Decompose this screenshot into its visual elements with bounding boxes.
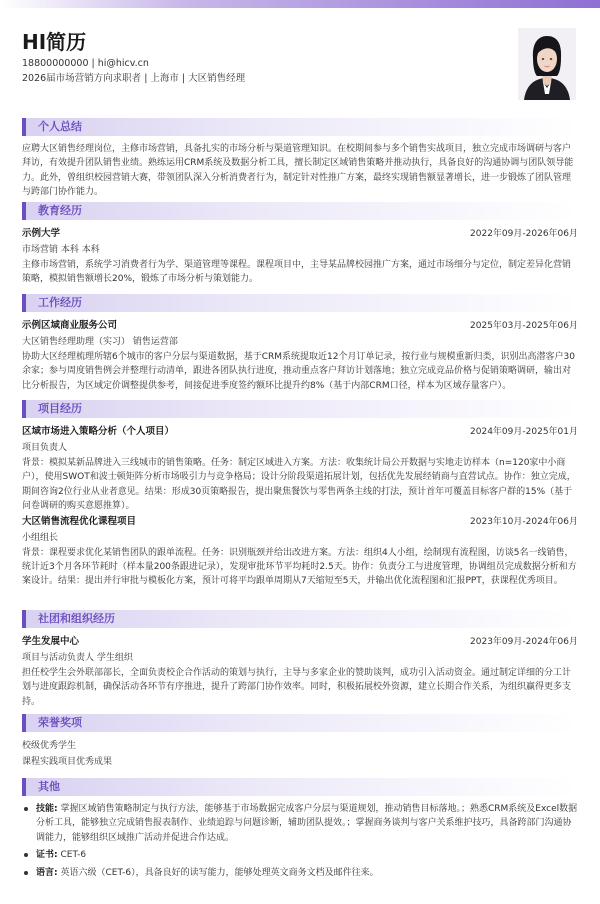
work-section [22,294,578,393]
section-header [22,714,578,732]
company-name: 示例区域商业服务公司 [22,320,118,331]
project-name: 区域市场进入策略分析（个人项目） [22,426,175,437]
job-intent: 2026届市场营销方向求职者 | 上海市 | 大区销售经理 [22,73,246,84]
award-item: 课程实践项目优秀成果 [22,757,113,767]
org-name: 学生发展中心 [22,636,80,647]
project-name: 大区销售流程优化课程项目 [22,515,137,527]
profile-photo [518,28,576,100]
project-item [22,514,578,589]
work-role: 大区销售经理助理（实习） 销售运营部 [22,337,178,347]
projects-section [22,400,578,589]
section-header [22,400,578,418]
work-date: 2025年03月-2025年06月 [470,321,578,331]
section-title: 社团和组织经历 [38,612,115,625]
list-item [22,848,578,862]
education-desc: 主修市场营销，系统学习消费者行为学、渠道管理等课程。课程项目中，主导某品牌校园推广方案，通过市场细分与定位，制定差异化营销策略，模拟销售额增长20%，锻炼了市场分析与策划能力。 [22,260,572,285]
summary-text: 应聘大区销售经理岗位，主修市场营销，具备扎实的市场分析与渠道管理知识。在校期间参与多个销售实战项目，独立完成市场调研与客户拜访，有效提升团队销售业绩。熟练运用CRM系统及数据分析工具，擅长制定区域销售策略并推动执行，具备良好的沟通协调与团队领导能力。此外，曾组织校园营销大赛，带领团队深入分析消费者行为，制定针对性推广方案，最终实现销售额显著增长，进一步锻炼了团队管理与跨部门协作能力。 [22,144,574,198]
section-title: 其他 [38,780,60,793]
resume-header [22,30,245,86]
section-header [22,118,578,136]
item-text: 英语六级（CET-6），具备良好的读写能力，能够处理英文商务文档及邮件往来。 [60,867,379,878]
contact-info: 18800000000 | hi@hicv.cn [22,58,149,69]
section-header [22,202,578,220]
project-desc: 背景：模拟某新品牌进入三线城市的销售策略。任务：制定区域进入方案。方法：收集统计局公开数据与实地走访样本（n=120家中小商户），使用SWOT和波士顿矩阵分析市场吸引力与竞争格局；设计分阶段渠道拓展计划，包括优先发展经销商与直营试点。协作：独立完成，期间咨询2位行业从业者意见。结果：形成30页策略报告，提出聚焦餐饮与零售两条主线的打法，预计首年可覆盖目标客户群的15%（基于问卷调研的购买意愿推算）。 [22,458,576,512]
item-label: 技能: [36,804,58,814]
section-title: 教育经历 [38,204,82,217]
section-title: 荣誉奖项 [38,716,82,729]
project-desc: 背景：课程要求优化某销售团队的跟单流程。任务：识别瓶颈并给出改进方案。方法：组织4人小组，绘制现有流程图，访谈5名一线销售，统计近3个月各环节耗时（样本量200条跟进记录），发现审批环节平均耗时2.5天。协作：负责分工与进度管理，协调组员完成数据分析和方案设计。结果：提出并行审批与模板化方案，预计可将平均跟单周期从7天缩短至5天，并输出优化流程图和汇报PPT，获课程优秀项目。 [22,547,577,587]
section-header [22,294,578,312]
summary-section [22,118,578,200]
org-role: 项目与活动负责人 学生组织 [22,653,133,663]
item-text: 掌握区域销售策略制定与执行方法，能够基于市场数据完成客户分层与渠道规划，推动销售目标落地。；熟悉CRM系统及Excel数据分析工具，能够独立完成销售报表制作、业绩追踪与问题诊断，辅助团队提效。；掌握商务谈判与客户关系维护技巧，具备跨部门沟通协调能力，能够组织区域推广活动并促进合作达成。 [36,804,578,843]
item-label: 语言: [36,867,58,878]
org-desc: 担任校学生会外联部部长，全面负责校企合作活动的策划与执行，主导与多家企业的赞助谈判，成功引入活动资金。通过制定详细的分工计划与进度跟踪机制，确保活动各环节有序推进，提升了跨部门协作效率。同时，积极拓展校外资源，建立长期合作关系，为组织赢得更多支持。 [22,668,572,707]
list-item [22,866,578,880]
section-title: 工作经历 [38,296,82,309]
work-desc: 协助大区经理梳理所辖6个城市的客户分层与渠道数据，基于CRM系统提取近12个月订单记录，按行业与规模重新归类，识别出高潜客户30余家；参与周度销售例会并整理行动清单，跟进各团队执行进度，推动重点客户拜访计划落地；独立完成竞品价格与促销策略调研，输出对比分析报告，为区域定价调整提供参考，间接促进季度签约额环比提升约8%（基于内部CRM口径，样本为区域存量客户）。 [22,352,575,391]
awards-section [22,714,578,770]
section-title: 项目经历 [38,402,82,415]
project-role: 小组组长 [22,532,59,543]
section-header [22,778,578,796]
education-major: 市场营销 本科 本科 [22,245,100,255]
organization-section [22,610,578,709]
project-date: 2024年09月-2025年01月 [470,427,578,437]
school-name: 示例大学 [22,228,61,239]
top-accent-bar [0,0,600,8]
other-list [22,802,578,880]
project-role: 项目负责人 [22,443,68,453]
org-date: 2023年09月-2024年06月 [470,637,578,647]
education-date: 2022年09月-2026年06月 [470,229,578,239]
project-item [22,424,578,514]
education-section [22,202,578,287]
section-title: 个人总结 [38,120,82,133]
project-date: 2023年10月-2024年06月 [470,516,578,527]
list-item [22,802,578,845]
award-item: 校级优秀学生 [22,741,77,751]
item-text: CET-6 [60,850,87,861]
item-label: 证书: [36,850,58,861]
candidate-name: HI简历 [22,30,87,54]
section-header [22,610,578,628]
other-section [22,778,578,883]
